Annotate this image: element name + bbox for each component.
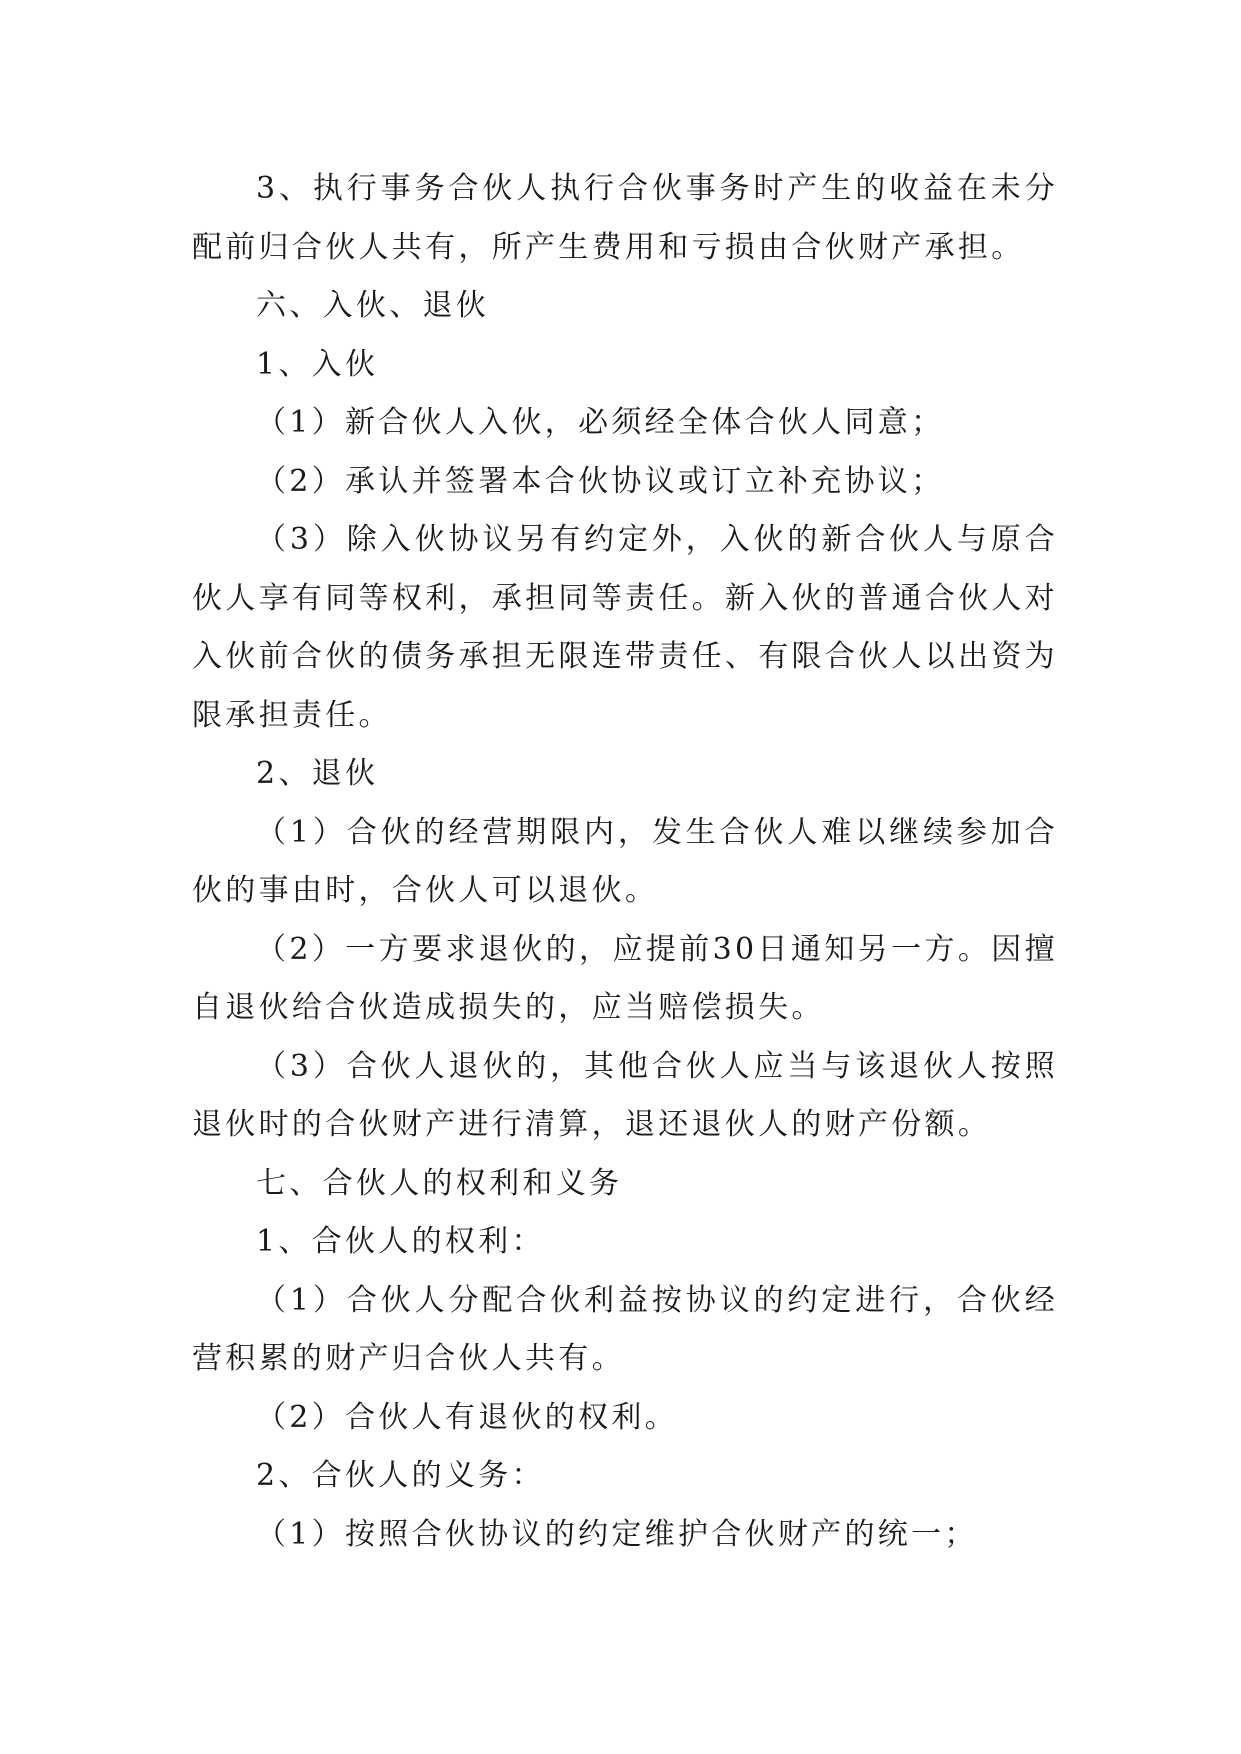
join-item-1: （1）新合伙人入伙，必须经全体合伙人同意； [256,405,945,440]
withdraw-item-2: （2）一方要求退伙的，应提前30日通知另一方。因擅自退伙给合伙造成损失的，应当赔偿损失。 [192,931,1058,1025]
rights-item-1: （1）合伙人分配合伙利益按协议的约定进行，合伙经营积累的财产归合伙人共有。 [192,1282,1058,1376]
section-heading-rights-obligations: 七、合伙人的权利和义务 [256,1165,623,1201]
rights-item-2: （2）合伙人有退伙的权利。 [256,1399,678,1435]
withdraw-item-3: （3）合伙人退伙的，其他合伙人应当与该退伙人按照退伙时的合伙财产进行清算，退还退伙人的财产份额。 [192,1048,1058,1142]
withdraw-item-1: （1）合伙的经营期限内，发生合伙人难以继续参加合伙的事由时，合伙人可以退伙。 [192,814,1058,908]
clause-3-execution-income: 3、执行事务合伙人执行合伙事务时产生的收益在未分配前归合伙人共有，所产生费用和亏损由合伙财产承担。 [192,171,1058,265]
section-heading-join-withdraw: 六、入伙、退伙 [256,288,490,323]
document-body [192,160,1058,1564]
subsection-heading-rights: 1、合伙人的权利： [256,1224,545,1259]
subsection-heading-withdraw: 2、退伙 [256,756,379,791]
obligations-item-1: （1）按照合伙协议的约定维护合伙财产的统一； [256,1516,978,1552]
subsection-heading-join: 1、入伙 [256,346,379,382]
subsection-heading-obligations: 2、合伙人的义务： [256,1458,545,1493]
join-item-2: （2）承认并签署本合伙协议或订立补充协议； [256,463,945,499]
join-item-3: （3）除入伙协议另有约定外，入伙的新合伙人与原合伙人享有同等权利，承担同等责任。新入伙的普通合伙人对入伙前合伙的债务承担无限连带责任、有限合伙人以出资为限承担责任。 [192,522,1058,733]
